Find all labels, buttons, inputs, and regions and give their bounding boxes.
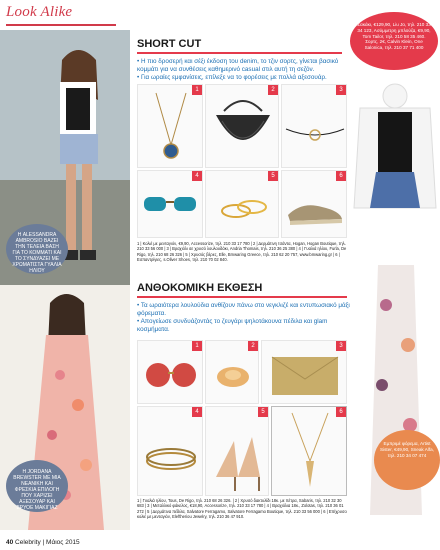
celebrity-caption-top: Η ALESSANDRA AMBROSIO ΒΑΖΕΙ ΤΗΝ ΤΕΛΕΙΑ ΒΑΣΗ ΓΙΑ ΤΟ ΚΟΜΜΑΤΙ ΚΑΙ ΤΟ ΣΥΝΔΥΑΖΕΙ ΜΕ ΧΡΩΜΑΤΙΣΤΑ ΓΥΑΛΙΑ ΗΛΙΟΥ xyxy=(6,224,68,274)
product-pendant-necklace xyxy=(271,406,347,496)
outfit-dress-badge: Εμπριμέ φόρεμα, Artist Sister, €49,90, Sneak Alfa, τηλ. 210 34 07 474 xyxy=(374,430,440,490)
clutch-image xyxy=(262,341,347,404)
floral-bullets xyxy=(137,302,352,334)
tile-number: 5 xyxy=(258,407,268,417)
page-number: 40 xyxy=(6,539,14,546)
floral-bullet-2: • Απογείωσε συνδυάζοντάς το ζευγάρι ψηλοτάκουνα πέδιλα και glam κοσμήματα. xyxy=(137,318,328,334)
footer-separator: | xyxy=(42,539,45,546)
product-bag xyxy=(205,84,279,168)
short-cut-title: SHORT CUT xyxy=(137,38,202,50)
product-ring-stone xyxy=(205,340,259,404)
bracelet-image xyxy=(282,85,347,168)
product-bracelet xyxy=(281,84,347,168)
rings-image xyxy=(206,171,279,238)
short-cut-bullets xyxy=(137,58,352,82)
product-sunglasses xyxy=(137,170,203,238)
sunglasses-image xyxy=(138,171,203,238)
outfit-shirt-image xyxy=(350,68,440,278)
short-cut-bullet-1: • Η πιο δροσερή και σέξι έκδοση του denim, το τζιν σορτς, γίνεται βασικό κομμάτι για να συνθέσεις καθημερινό casual στιλ αυτή τη σεζόν. xyxy=(137,58,339,74)
product-necklace xyxy=(137,84,203,168)
celebrity-caption-bottom: Η JORDANA BREWSTER ΜΕ ΜΙΑ ΝΕΑΝΙΚΗ ΚΑΙ ΦΡΕΣΚΙΑ ΕΠΙΛΟΓΗ ΠΟΥ ΧΑΡΙΖΕΙ ΑΞΕΣΟΥΑΡ ΚΑΙ ΒΡΥΟΕ ΜΑΚΙΓΙΑΖ xyxy=(6,460,68,512)
necklace-image xyxy=(138,85,203,168)
product-heels xyxy=(205,406,269,496)
tile-number: 1 xyxy=(192,341,202,351)
short-cut-underline xyxy=(137,52,342,54)
tile-number: 5 xyxy=(268,171,278,181)
section-title: Look Alike xyxy=(6,4,73,20)
issue-date: Μάιος 2015 xyxy=(46,539,80,546)
tile-number: 3 xyxy=(336,85,346,95)
product-bangles xyxy=(137,406,203,496)
floral-title: ΑΝΘΟΚΟΜΙΚΗ ΕΚΘΕΣΗ xyxy=(137,282,263,294)
product-espadrilles xyxy=(281,170,347,238)
shirt-figure xyxy=(350,68,440,278)
heels-image xyxy=(206,407,269,496)
espadrilles-image xyxy=(282,171,347,238)
bangles-image xyxy=(138,407,203,496)
magazine-name: Celebrity xyxy=(15,539,41,546)
tile-number: 4 xyxy=(192,171,202,181)
product-round-sunglasses xyxy=(137,340,203,404)
tile-number: 6 xyxy=(336,407,346,417)
product-clutch xyxy=(261,340,347,404)
tile-number: 6 xyxy=(336,171,346,181)
bag-image xyxy=(206,85,279,168)
short-cut-credits: 1 | Κολιέ με μενταγιόν, €9,90, Accessorize, τηλ. 210 33 17 780 | 2 | Δερμάτινη τσάντα, Hogan, Hogan Boutique, τηλ. 210 33 56 000 | 3 | Βραχιόλι σε χρυσό λουλουδάκι, Andria Thomais, τηλ. 210 36 25 380 | 4 | Γυαλιά ηλίου, Furla, De Rigo, τηλ. 210 68 26 326 | 5 | Χρυσός βέρες, Elle, Bmwaring Greece, τηλ. 210 62 20 757, www.bmwaring.gr | 6 | Εσπαντρίγιες, s.Oliver Shoes, τηλ. 210 70 02 840. xyxy=(137,241,347,263)
section-title-underline xyxy=(6,24,116,26)
tile-number: 2 xyxy=(268,85,278,95)
outfit-shirt-badge: Σακάκι, €129,90, Liu Jo, τηλ. 210 33 34 123, Ασύμμετρη μπλούζα, €9,90, Tom Tailor, τηλ. 210 58 35 460. Σορτς, 2€, Calvin Klein, One Salonica, τηλ. 210 37 71 400 xyxy=(350,12,438,70)
floral-underline xyxy=(137,296,347,298)
pendant-necklace-image xyxy=(272,407,347,496)
tile-number: 1 xyxy=(192,85,202,95)
short-cut-bullet-2: • Για ωραίες εμφανίσεις, επίλεξε να το φορέσεις με πολλά αξεσουάρ. xyxy=(137,74,327,82)
floral-bullet-1: • Τα ωραιότερα λουλούδια ανθίζουν πάνω στο νεγκλιζέ και εντυπωσιακό μάξι φόρεματα. xyxy=(137,302,350,318)
tile-number: 4 xyxy=(192,407,202,417)
tile-number: 2 xyxy=(248,341,258,351)
floral-credits: 1 | Γυαλιά ηλίου, Tous, De Rigo, τηλ. 210 68 26 326. | 2 | Χρυσό δακτυλίδι 18κ. με πέτρα, Sabaris, τηλ. 210 32 30 683 | 3 | Μεταλλικό φάκελος, €18,90, Accessorize, τηλ. 210 33 17 780 | 4 | Βραχιόλια 18κ., Zolotas, τηλ. 210 36 01 272 | 5 | Δερμάτινα πέδιλα, Salvatore Ferragamo, Salvatore Ferragamo Boutique, τηλ. 210 33 56 000 | 6 | Επίχρυσο κολιέ με μενταγιόν, Eleftheriou Jewelry, τηλ. 210 36 47 910. xyxy=(137,498,347,520)
product-rings xyxy=(205,170,279,238)
tile-number: 3 xyxy=(336,341,346,351)
page-footer xyxy=(6,539,80,546)
